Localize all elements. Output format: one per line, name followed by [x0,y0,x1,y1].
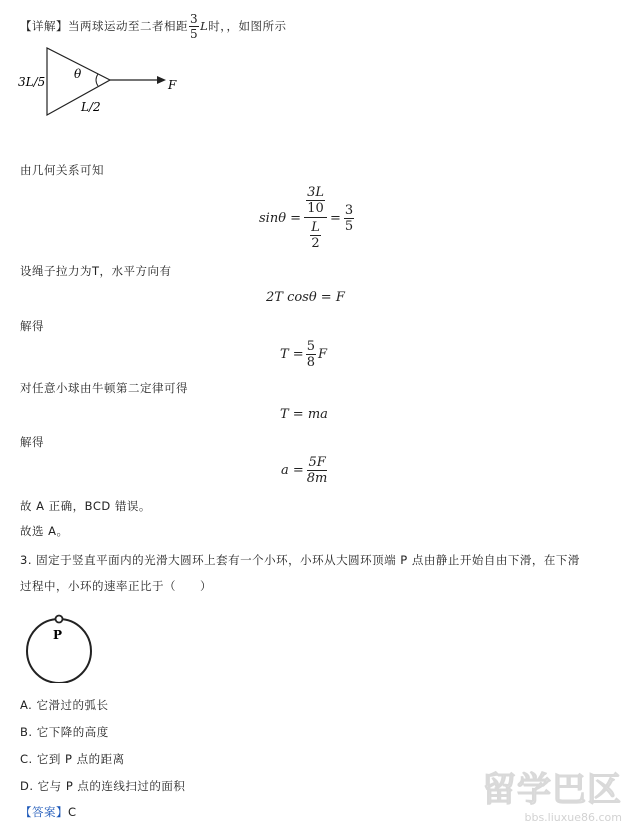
sin-top-inner-fraction [306,186,325,215]
option-b: B. 它下降的高度 [20,725,109,739]
a-den: 8m [306,471,328,486]
sin-bottom-inner-fraction [310,221,321,250]
sin-compound-fraction [304,186,327,250]
detail-header [20,13,287,40]
sin-result-fraction [344,204,354,233]
ring-figure [18,607,104,683]
t-lhs: T = [280,347,304,362]
sin-result-den: 5 [344,218,354,234]
sin-bottom-fraction [309,218,322,250]
watermark [462,770,622,832]
theta-label: θ [74,67,82,81]
question-3-line-2: 过程中，小环的速率正比于（ ） [20,579,212,593]
option-c: C. 它到 P 点的距离 [20,752,125,766]
a-num: 5F [308,455,326,470]
small-ring [56,616,63,623]
t-num: 5 [306,339,315,354]
sin-bot-num: L [311,220,320,235]
header-frac-den: 5 [190,27,199,41]
bottom-side-label: L/2 [81,100,101,114]
header-var: L [200,19,209,33]
t-den: 8 [306,355,315,370]
option-a: A. 它滑过的弧长 [20,698,109,712]
header-fraction [189,13,199,40]
a-lhs: a = [281,463,304,478]
sin-result-num: 3 [344,202,354,218]
correct-line: 故 A 正确，BCD 错误。 [20,499,151,513]
sin-lhs: sinθ = [259,210,302,226]
sin-equals: = [329,210,341,226]
tension-line: 设绳子拉力为T，水平方向有 [20,264,172,278]
force-arrowhead [157,76,166,84]
newton-line: 对任意小球由牛顿第二定律可得 [20,381,188,395]
answer-tag: 【答案】 [20,805,68,819]
sin-top-fraction [304,186,327,218]
header-frac-num: 3 [190,12,199,26]
left-side-label: 3L/5 [18,75,46,89]
solve-line-1: 解得 [20,319,44,333]
tension-equation [280,340,327,369]
triangle-figure [14,42,184,122]
question-3-line-1: 3. 固定于竖直平面内的光滑大圆环上套有一个小环，小环从大圆环顶端 P 点由静止开始自由下滑，在下滑 [20,553,580,567]
acceleration-equation [281,456,328,485]
angle-arc [96,74,98,86]
t-rhs: F [317,347,328,362]
cos-equation: 2T cosθ = F [266,290,345,305]
detail-tag: 【详解】 [20,19,68,33]
solve-line-2: 解得 [20,435,44,449]
sin-bot-den: 2 [311,236,320,251]
watermark-logo: 留学巴区 [482,770,622,810]
geometry-line: 由几何关系可知 [20,163,104,177]
choose-line: 故选 A。 [20,524,69,538]
answer-line [20,804,77,820]
answer-value: C [68,805,77,819]
option-d: D. 它与 P 点的连线扫过的面积 [20,779,186,793]
sin-top-den: 10 [307,201,324,216]
sin-top-num: 3L [307,185,324,200]
header-text-after: 时，，如图所示 [208,19,287,33]
point-p-label: P [53,628,63,642]
t-fraction [306,340,316,369]
header-text-before: 当两球运动至二者相距 [68,19,188,33]
watermark-url: bbs.liuxue86.com [524,811,622,824]
force-label: F [168,78,177,92]
sin-equation [259,186,355,250]
ma-equation: T = ma [280,407,328,422]
a-fraction [307,456,328,485]
